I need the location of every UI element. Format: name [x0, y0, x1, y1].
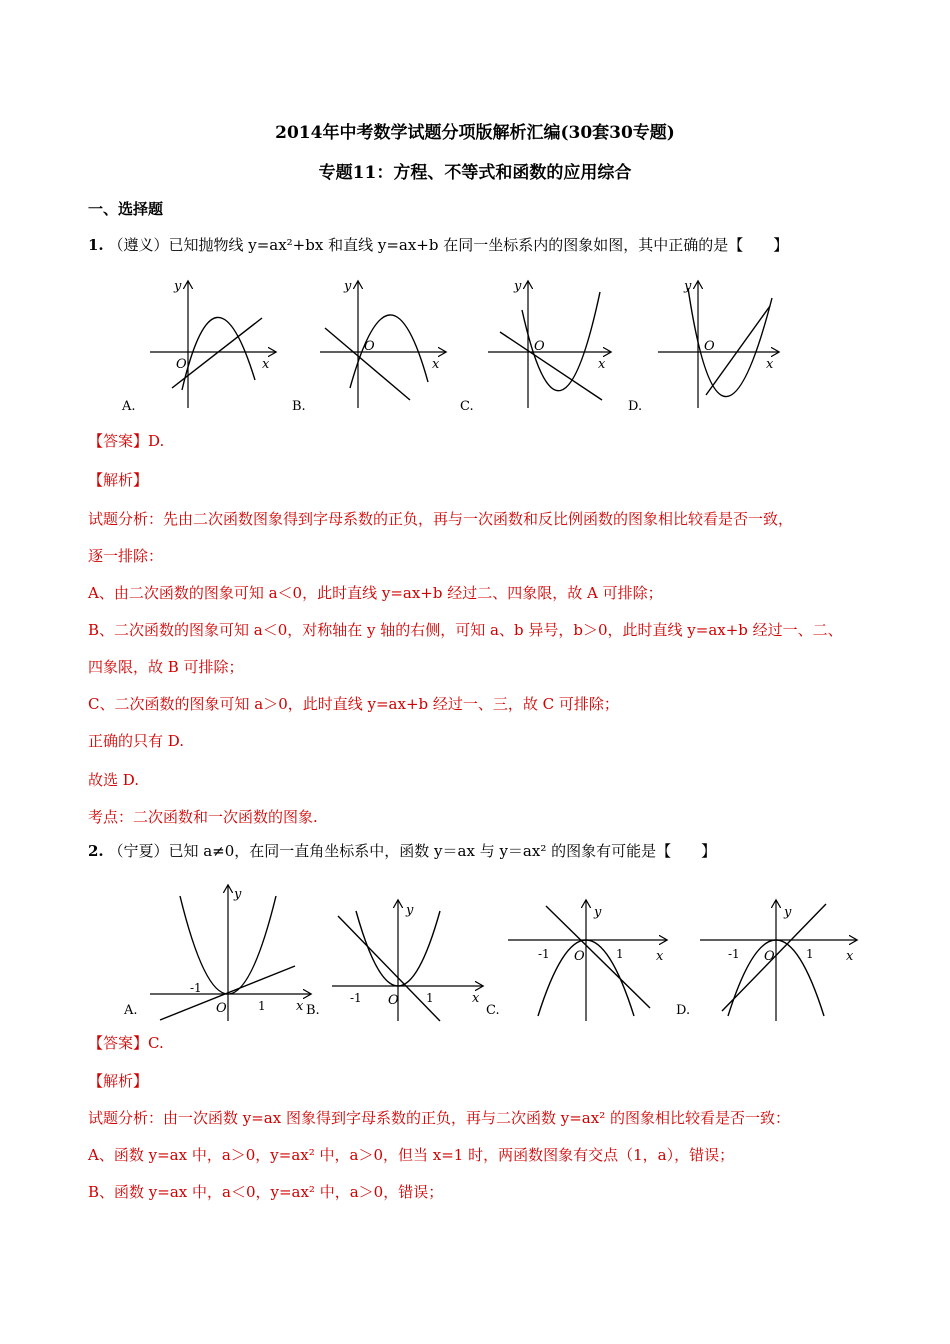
- q2-analysis-line: 试题分析：由一次函数 y=ax 图象得到字母系数的正负，再与二次函数 y=ax² 的图象相比较看是否一致：: [88, 1109, 790, 1127]
- question-2-text: （宁夏）已知 a≠0，在同一直角坐标系中，函数 y＝ax 与 y＝ax² 的图象有可能是【 】: [108, 842, 717, 860]
- q2-graph-d: [676, 901, 856, 1021]
- q2-answer: 【答案】C.: [88, 1034, 164, 1052]
- page-title: 2014年中考数学试题分项版解析汇编(30套30专题): [275, 123, 675, 143]
- q2-a-tick-neg: -1: [190, 981, 202, 995]
- q2-graph-a-label: A.: [124, 1003, 138, 1018]
- q2-analysis-heading: 【解析】: [88, 1072, 149, 1090]
- q1-analysis-line: 正确的只有 D.: [88, 732, 185, 750]
- question-1-text: （遵义）已知抛物线 y=ax²+bx 和直线 y=ax+b 在同一坐标系内的图象如图，其中正确的是【 】: [108, 236, 789, 254]
- q2-graph-c: [486, 901, 666, 1021]
- q2-a-tick-pos: 1: [258, 999, 266, 1013]
- q1-analysis-line: B、二次函数的图象可知 a＜0，对称轴在 y 轴的右侧，可知 a、b 异号，b＞0，此时直线 y=ax+b 经过一、二、: [88, 621, 843, 639]
- q1-conclusion: 故选 D.: [88, 771, 140, 789]
- q2-d-tick-pos: 1: [806, 947, 814, 961]
- q2-analysis-line: B、函数 y=ax 中，a＜0，y=ax² 中，a＞0，错误；: [88, 1183, 444, 1201]
- q2-graph-a: [123, 886, 310, 1021]
- q1-graph-b: [292, 279, 445, 414]
- q1-graph-b-label: B.: [292, 399, 306, 414]
- q1-a-x-label: x: [262, 357, 270, 372]
- q1-analysis-line: 逐一排除：: [88, 547, 164, 565]
- question-2-graphs: [110, 876, 870, 1026]
- q1-analysis-line: 试题分析：先由二次函数图象得到字母系数的正负，再与一次函数和反比例函数的图象相比较看是否一致，: [88, 510, 794, 528]
- q2-a-x-label: x: [296, 999, 304, 1014]
- question-1-number: 1.: [88, 236, 104, 254]
- q2-d-origin-label: O: [764, 949, 775, 964]
- q2-c-y-label: y: [594, 905, 602, 920]
- q2-b-tick-pos: 1: [426, 991, 434, 1005]
- q2-c-x-label: x: [656, 949, 664, 964]
- q1-kaodian: 考点：二次函数和一次函数的图象.: [88, 808, 318, 826]
- q1-graph-c-label: C.: [460, 399, 474, 414]
- q2-a-y-label: y: [234, 887, 242, 902]
- q1-graph-a-label: A.: [122, 399, 136, 414]
- q2-c-origin-label: O: [574, 949, 585, 964]
- q1-c-origin-label: O: [534, 339, 545, 354]
- q2-a-origin-label: O: [216, 1001, 227, 1016]
- q1-c-x-label: x: [598, 357, 606, 372]
- q1-c-y-label: y: [514, 279, 522, 294]
- q1-b-x-label: x: [432, 357, 440, 372]
- q2-analysis-line: A、函数 y=ax 中，a＞0，y=ax² 中，a＞0，但当 x=1 时，两函数图象有交点（1，a），错误；: [88, 1146, 735, 1164]
- q1-b-origin-label: O: [364, 339, 375, 354]
- q2-graph-c-label: C.: [486, 1003, 500, 1018]
- question-1-graphs: [110, 270, 800, 420]
- q1-analysis-heading: 【解析】: [88, 471, 149, 489]
- q2-b-x-label: x: [472, 991, 480, 1006]
- q2-b-origin-label: O: [388, 993, 399, 1008]
- q2-graph-d-label: D.: [676, 1003, 691, 1018]
- question-2: [88, 840, 716, 861]
- q2-b-y-label: y: [406, 903, 414, 918]
- q1-graph-d-label: D.: [628, 399, 643, 414]
- q2-b-tick-neg: -1: [350, 991, 362, 1005]
- q2-d-tick-neg: -1: [728, 947, 740, 961]
- q2-d-x-label: x: [846, 949, 854, 964]
- q2-graph-b: [306, 901, 482, 1021]
- q2-c-tick-pos: 1: [616, 947, 624, 961]
- q2-d-y-label: y: [784, 905, 792, 920]
- q1-analysis-line: A、由二次函数的图象可知 a＜0，此时直线 y=ax+b 经过二、四象限，故 A 可排除；: [88, 584, 663, 602]
- question-1: [88, 234, 788, 255]
- q1-analysis-line: 四象限，故 B 可排除；: [88, 658, 244, 676]
- q2-graph-b-label: B.: [306, 1003, 320, 1018]
- q1-answer: 【答案】D.: [88, 432, 165, 450]
- q1-graph-d: [628, 279, 778, 414]
- q2-c-tick-neg: -1: [538, 947, 550, 961]
- q1-d-x-label: x: [766, 357, 774, 372]
- q1-d-y-label: y: [684, 279, 692, 294]
- q1-graph-a: [121, 279, 275, 414]
- q1-b-y-label: y: [344, 279, 352, 294]
- q1-a-y-label: y: [174, 279, 182, 294]
- q1-a-origin-label: O: [176, 357, 187, 372]
- section-heading: 一、选择题: [88, 200, 164, 218]
- question-2-number: 2.: [88, 842, 104, 860]
- q1-d-origin-label: O: [704, 339, 715, 354]
- q1-graph-c: [460, 279, 610, 414]
- page-subtitle: 专题11：方程、不等式和函数的应用综合: [318, 163, 632, 183]
- q1-analysis-line: C、二次函数的图象可知 a＞0，此时直线 y=ax+b 经过一、三，故 C 可排除；: [88, 695, 619, 713]
